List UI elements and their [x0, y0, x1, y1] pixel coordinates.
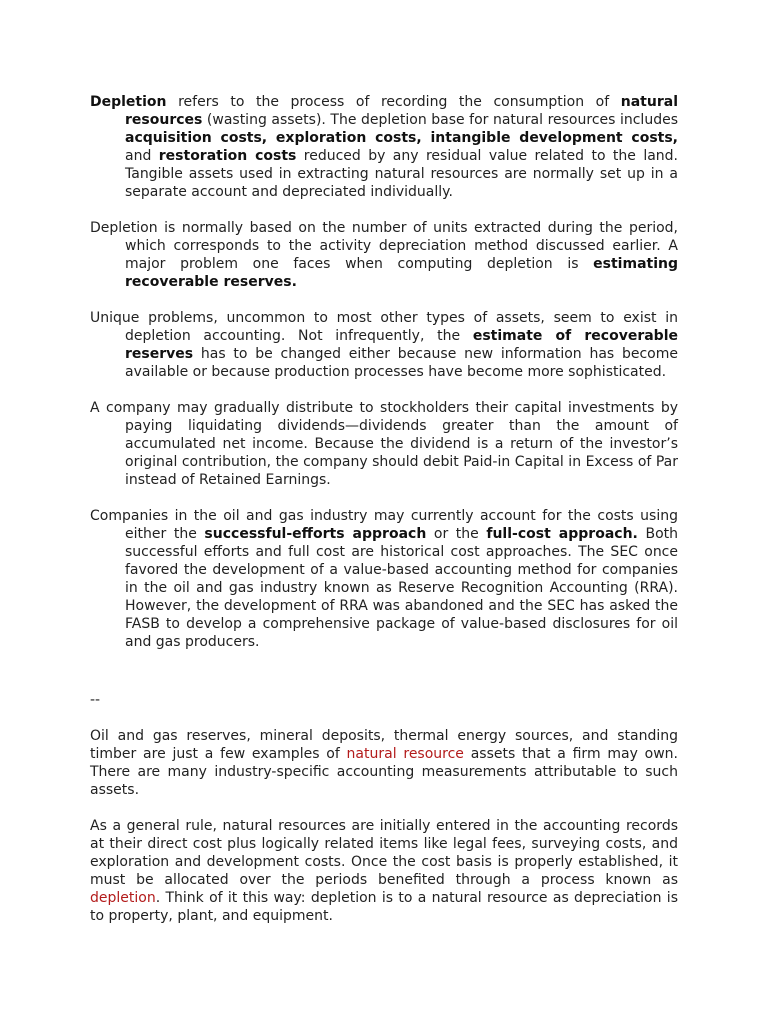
link-depletion: depletion — [90, 890, 156, 906]
term-estimate-reserves: estimate of recoverable reserves — [125, 328, 679, 362]
term-estimating-reserves: estimating recoverable reserves. — [125, 256, 678, 290]
text-run: A company may gradually distribute to stockholders their capital investments by paying liquidating dividends—dividends greater than the amount of accumulated net income. Because the dividend is a return of the investor’s original contribution, the company should debit Paid-in Capital in Excess of Par instead of Retained Earnings. — [90, 400, 678, 488]
paragraph-depletion-units — [90, 219, 678, 291]
term-depletion: Depletion — [90, 94, 167, 110]
term-restoration-costs: restoration costs — [158, 148, 297, 164]
text-run: Unique problems, uncommon to most other types of assets, seem to exist in depletion accounting. Not infrequently, the — [90, 310, 678, 344]
paragraph-oil-gas — [90, 507, 678, 651]
paragraph-liquidating-dividends — [90, 399, 678, 489]
text-run: (wasting assets). The depletion base for natural resources includes — [202, 112, 678, 128]
section-separator: -- — [90, 692, 101, 708]
paragraph-natural-resource-examples — [90, 727, 678, 799]
text-run: and — [125, 148, 159, 164]
term-successful-efforts: successful-efforts approach — [204, 526, 427, 542]
text-run: has to be changed either because new information has become available or because production processes have become more sophisticated. — [125, 346, 678, 380]
paragraph-general-rule — [90, 817, 678, 925]
text-run: Both successful efforts and full cost are historical cost approaches. The SEC once favored the development of a value-based accounting method for companies in the oil and gas industry known as Reserve Recognition Accounting (RRA). However, the development of RRA was abandoned and the SEC has asked the FASB to develop a comprehensive package of value-based disclosures for oil and gas producers. — [125, 526, 678, 650]
text-run: Depletion is normally based on the number of units extracted during the period, which corresponds to the activity depreciation method discussed earlier. A major problem one faces when computing depletion is — [90, 220, 678, 272]
text-run: assets that a firm may own. There are many industry-specific accounting measurements attributable to such assets. — [90, 746, 678, 798]
paragraph-unique-problems — [90, 309, 678, 381]
text-run: Companies in the oil and gas industry may currently account for the costs using either the — [90, 508, 678, 542]
term-natural-resources: natural resources — [125, 94, 678, 128]
term-full-cost: full-cost approach. — [486, 526, 638, 542]
text-run: . Think of it this way: depletion is to a natural resource as depreciation is to property, plant, and equipment. — [90, 890, 678, 924]
paragraph-depletion-definition — [90, 93, 678, 201]
link-natural-resource: natural resource — [346, 746, 464, 762]
text-run: or the — [426, 526, 487, 542]
text-run: reduced by any residual value related to the land. Tangible assets used in extracting natural resources are normally set up in a separate account and depreciated individually. — [125, 148, 678, 200]
text-run: Oil and gas reserves, mineral deposits, thermal energy sources, and standing timber are just a few examples of — [90, 728, 678, 762]
text-run: As a general rule, natural resources are initially entered in the accounting records at their direct cost plus logically related items like legal fees, surveying costs, and exploration and development costs. Once the cost basis is properly established, it must be allocated over the periods benefited through a process known as — [90, 818, 678, 888]
term-cost-list: acquisition costs, exploration costs, intangible development costs, — [125, 130, 678, 146]
text-run: refers to the process of recording the consumption of — [166, 94, 621, 110]
